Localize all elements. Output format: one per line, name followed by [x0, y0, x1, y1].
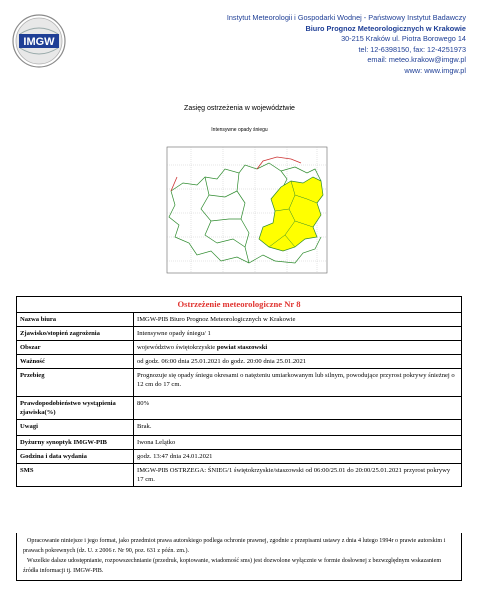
institute-header: [146, 13, 466, 77]
row-value: godz. 13:47 dnia 24.01.2021: [134, 450, 462, 464]
row-value: Brak.: [134, 420, 462, 436]
table-row: [17, 369, 462, 397]
warning-table: [16, 296, 462, 487]
office-address: 30-215 Kraków ul. Piotra Borowego 14: [341, 34, 466, 44]
office-name: Biuro Prognoz Meteorologicznych w Krakowie: [305, 23, 466, 33]
table-row: [17, 313, 462, 327]
row-value: Prognozuje się opady śniegu okresami o natężeniu umiarkowanym lub silnym, powodujące przyrost pokrywy śnieżnej o 12 cm do 17 cm.: [134, 369, 462, 397]
table-row: [17, 450, 462, 464]
warning-area-map: [145, 139, 335, 289]
logo-text: IMGW: [23, 36, 55, 48]
table-row: [17, 355, 462, 369]
area-region: województwo świętokrzyskie: [137, 344, 217, 351]
row-label: SMS: [17, 464, 134, 487]
copyright-notice: [16, 533, 462, 581]
area-district: powiat staszowski: [216, 344, 268, 351]
row-value: Intensywne opady śniegu/ 1: [134, 327, 462, 341]
copyright-paragraph-2: Wszelkie dalsze udostępnianie, rozpowszechnianie (przedruk, kopiowanie, wiadomość sms) jest dozwolone wyłącznie w formie dosłownej z bezwzględnym wskazaniem źródła informacji tj. IMGW-PIB.: [23, 558, 442, 574]
row-label: Ważność: [17, 355, 134, 369]
row-label: Nazwa biura: [17, 313, 134, 327]
row-label: Zjawisko/stopień zagrożenia: [17, 327, 134, 341]
office-phone: tel: 12-6398150, fax: 12-4251973: [358, 44, 466, 54]
row-label: Godzina i data wydania: [17, 450, 134, 464]
table-row: [17, 397, 462, 420]
table-row: [17, 436, 462, 450]
row-label: Przebieg: [17, 369, 134, 397]
row-value: IMGW-PIB Biuro Prognoz Meteorologicznych w Krakowie: [134, 313, 462, 327]
row-value: IMGW-PIB OSTRZEGA: ŚNIEG/1 świętokrzyskie/staszowski od 06:00/25.01 do 20:00/25.01.2021 przyrost pokrywy 17 cm.: [134, 464, 462, 487]
row-value: Iwona Lelątko: [134, 436, 462, 450]
table-title-row: [17, 297, 462, 313]
table-row: [17, 420, 462, 436]
row-label: Uwagi: [17, 420, 134, 436]
row-value: 80%: [134, 397, 462, 420]
table-row: [17, 327, 462, 341]
institute-name: Instytut Meteorologii i Gospodarki Wodnej - Państwowy Instytut Badawczy: [226, 13, 466, 22]
office-website[interactable]: www: www.imgw.pl: [404, 65, 466, 75]
row-value: [134, 341, 462, 355]
imgw-logo: [12, 14, 66, 68]
table-row: [17, 341, 462, 355]
row-label: Dyżurny synoptyk IMGW-PIB: [17, 436, 134, 450]
office-email[interactable]: email: meteo.krakow@imgw.pl: [367, 55, 466, 65]
row-label: Prawdopodobieństwo wystąpienia zjawiska(%): [17, 397, 134, 420]
table-row: [17, 464, 462, 487]
warning-title: Ostrzeżenie meteorologiczne Nr 8: [17, 297, 462, 313]
copyright-paragraph-1: Opracowanie niniejsze i jego format, jako przedmiot prawa autorskiego podlega ochronie prawnej, zgodnie z przepisami ustawy z dnia 4 lutego 1994r o prawie autorskim i prawach pokrewnych (dz. U. z 2006 r. Nr 90, poz. 631 z późn. zm.).: [23, 538, 446, 554]
map-title: Zasięg ostrzeżenia w województwie: [184, 105, 295, 112]
map-subtitle: Intensywne opady śniegu: [211, 127, 268, 133]
row-value: od godz. 06:00 dnia 25.01.2021 do godz. 20:00 dnia 25.01.2021: [134, 355, 462, 369]
row-label: Obszar: [17, 341, 134, 355]
